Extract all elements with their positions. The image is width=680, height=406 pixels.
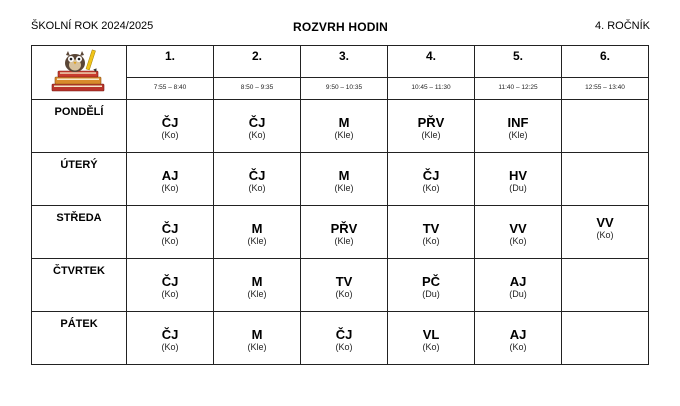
period-number: 1. [164,49,175,63]
lesson-subject: PČ [421,274,441,289]
lesson-cell [301,312,388,365]
lesson-cell [301,100,388,153]
lesson-subject: VL [422,327,440,342]
lesson-teacher: (Kle) [334,236,354,246]
lesson-subject: AJ [509,327,527,342]
lesson-teacher: (Ko) [161,183,179,193]
lesson-cell [475,312,562,365]
lesson-teacher: (Ko) [161,289,179,299]
lesson-subject: PŘV [417,115,445,130]
lesson-cell [562,153,649,206]
lesson-subject: M [251,274,263,289]
lesson-cell [388,100,475,153]
lesson-cell [127,100,214,153]
lesson-cell [388,259,475,312]
lesson-cell [127,312,214,365]
lesson-cell [301,206,388,259]
lesson-subject: VV [596,215,614,230]
lesson-cell [388,206,475,259]
lesson-cell [388,153,475,206]
lesson-cell [562,100,649,153]
lesson-subject: M [338,115,350,130]
day-row [32,259,649,312]
day-row [32,100,649,153]
period-time: 10:45 – 11:30 [411,84,451,91]
lesson-cell [214,206,301,259]
lesson-teacher: (Ko) [335,342,353,352]
lesson-cell [562,206,649,259]
lesson-cell [475,153,562,206]
logo-cell [32,46,127,100]
lesson-teacher: (Ko) [161,342,179,352]
lesson-teacher: (Kle) [508,130,528,140]
period-time-cell [562,78,649,100]
lesson-teacher: (Du) [509,289,527,299]
lesson-cell [301,153,388,206]
lesson-subject: ČJ [161,327,179,342]
lesson-teacher: (Kle) [421,130,441,140]
lesson-cell [214,100,301,153]
grade-label: 4. ROČNÍK [594,20,650,32]
lesson-cell [127,206,214,259]
day-cell [32,206,127,259]
period-time-cell [475,78,562,100]
day-cell [32,259,127,312]
lesson-cell [562,259,649,312]
lesson-subject: ČJ [422,168,440,183]
lesson-cell [475,259,562,312]
lesson-cell [127,259,214,312]
period-time-cell [214,78,301,100]
lesson-subject: INF [507,115,529,130]
period-number: 6. [599,49,610,63]
lesson-cell [475,206,562,259]
lesson-teacher: (Du) [422,289,440,299]
lesson-teacher: (Ko) [422,342,440,352]
lesson-teacher: (Ko) [161,236,179,246]
lesson-teacher: (Ko) [422,183,440,193]
period-number-cell [475,46,562,78]
lesson-cell [301,259,388,312]
lesson-cell [214,153,301,206]
day-row [32,206,649,259]
period-number-cell [301,46,388,78]
lesson-teacher: (Du) [509,183,527,193]
day-cell [32,153,127,206]
lesson-cell [127,153,214,206]
lesson-subject: M [251,327,263,342]
lesson-teacher: (Kle) [247,236,267,246]
day-cell [32,100,127,153]
day-name: ČTVRTEK [53,265,105,277]
period-number: 3. [338,49,349,63]
lesson-subject: AJ [509,274,527,289]
lesson-teacher: (Ko) [509,236,527,246]
lesson-subject: PŘV [330,221,358,236]
page-header [31,20,650,36]
lesson-subject: HV [508,168,528,183]
lesson-cell [214,312,301,365]
lesson-subject: M [338,168,350,183]
period-number-cell [127,46,214,78]
period-time-cell [127,78,214,100]
lesson-subject: ČJ [248,168,266,183]
day-name: STŘEDA [56,212,102,224]
lesson-subject: ČJ [335,327,353,342]
lesson-subject: ČJ [161,221,179,236]
day-cell [32,312,127,365]
period-number-cell [214,46,301,78]
lesson-teacher: (Ko) [248,183,266,193]
lesson-cell [388,312,475,365]
period-number: 4. [425,49,436,63]
period-time: 12:55 – 13:40 [585,84,625,91]
lesson-cell [214,259,301,312]
lesson-subject: TV [422,221,440,236]
lesson-subject: ČJ [161,115,179,130]
lesson-teacher: (Kle) [334,183,354,193]
lesson-cell [475,100,562,153]
lesson-teacher: (Kle) [247,342,267,352]
lesson-teacher: (Ko) [509,342,527,352]
lesson-teacher: (Ko) [596,230,614,240]
lesson-teacher: (Ko) [248,130,266,140]
period-time: 11:40 – 12:25 [498,84,538,91]
lesson-teacher: (Kle) [247,289,267,299]
lesson-subject: ČJ [248,115,266,130]
period-time: 9:50 – 10:35 [325,84,363,91]
day-row [32,312,649,365]
lesson-subject: TV [335,274,353,289]
lesson-subject: M [251,221,263,236]
lesson-subject: ČJ [161,274,179,289]
period-number-cell [562,46,649,78]
period-number: 2. [251,49,262,63]
period-time: 7:55 – 8:40 [153,84,187,91]
day-name: PÁTEK [60,318,98,330]
lesson-teacher: (Ko) [422,236,440,246]
period-time: 8:50 – 9:35 [240,84,274,91]
lesson-teacher: (Ko) [335,289,353,299]
period-number-row [32,46,649,78]
period-time-cell [388,78,475,100]
period-number-cell [388,46,475,78]
timetable [31,45,649,365]
page-title: ROZVRH HODIN [292,20,389,34]
school-year: ŠKOLNÍ ROK 2024/2025 [31,20,154,32]
period-number: 5. [512,49,523,63]
lesson-teacher: (Ko) [161,130,179,140]
day-name: PONDĚLÍ [54,106,104,118]
period-time-cell [301,78,388,100]
owl-books-icon [46,48,112,96]
day-name: ÚTERÝ [60,159,98,171]
lesson-cell [562,312,649,365]
lesson-teacher: (Kle) [334,130,354,140]
day-row [32,153,649,206]
lesson-subject: AJ [161,168,179,183]
lesson-subject: VV [509,221,527,236]
